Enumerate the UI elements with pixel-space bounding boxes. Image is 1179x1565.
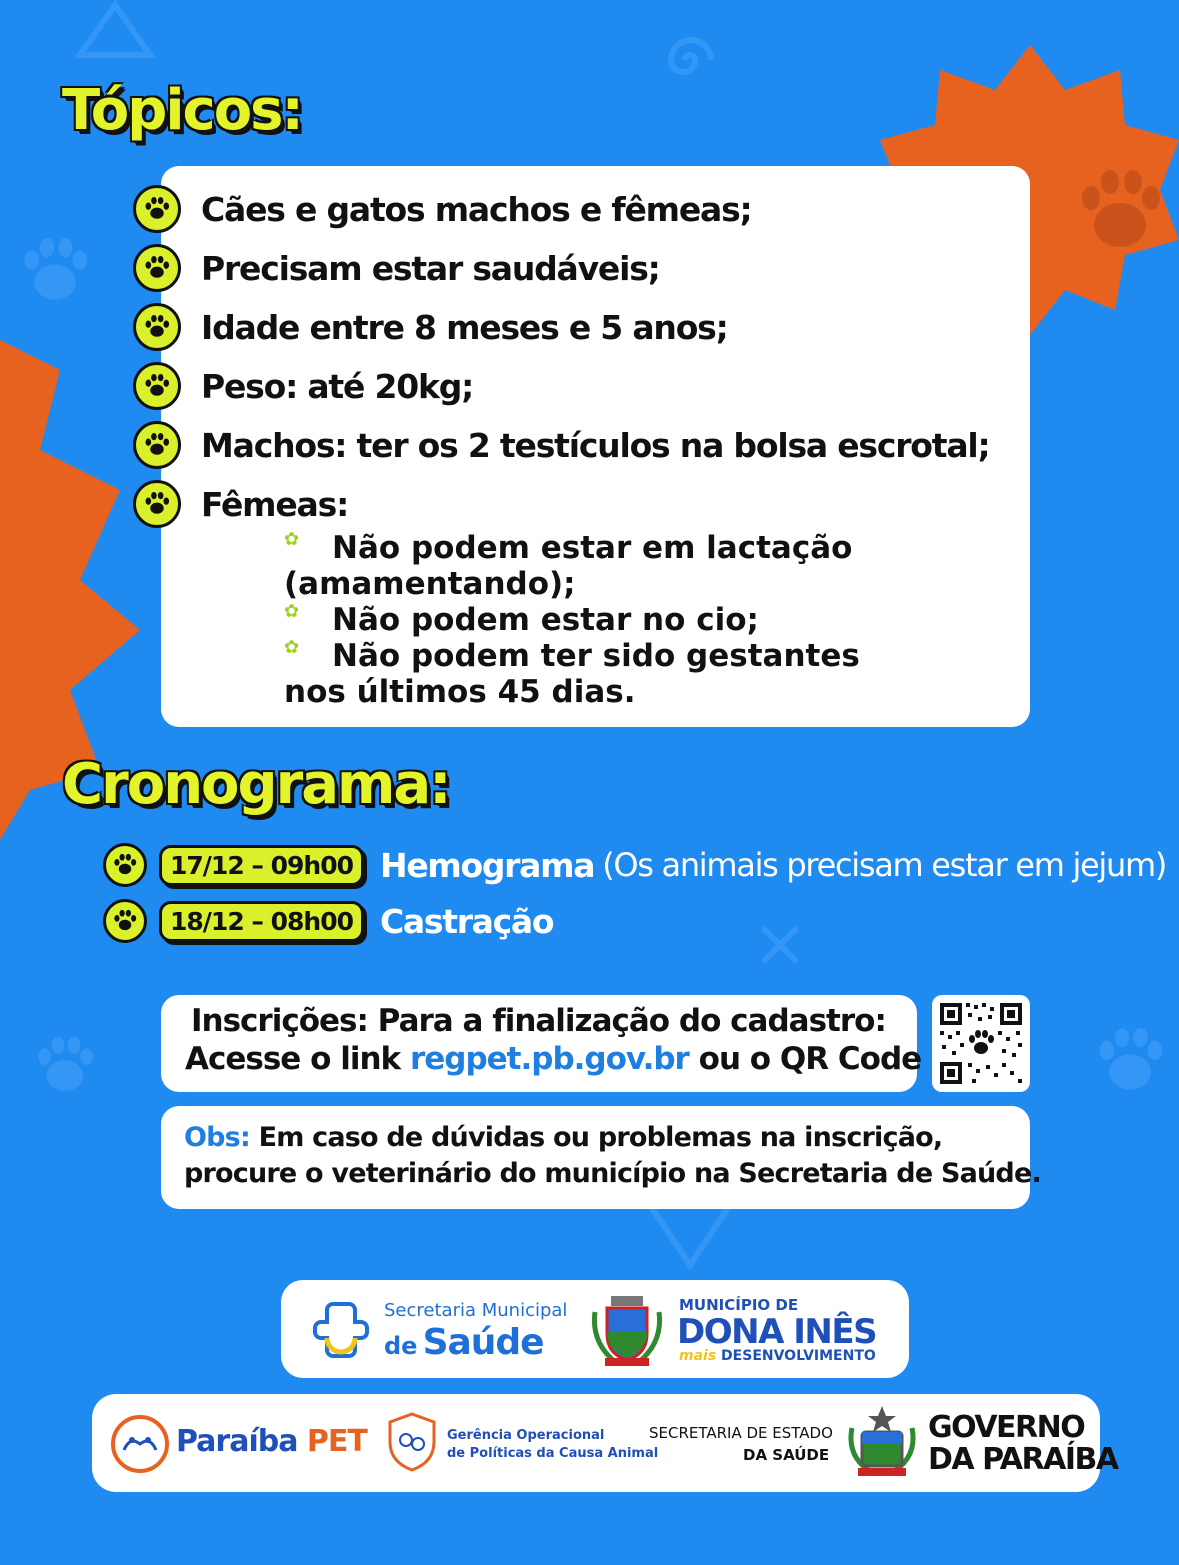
flower-bullet-icon: ✿ bbox=[284, 601, 300, 622]
secretaria-de: de bbox=[384, 1332, 418, 1360]
topic-item bbox=[133, 302, 728, 352]
obs-label: Obs: bbox=[184, 1122, 250, 1153]
schedule-item bbox=[103, 840, 1166, 890]
qr-code-icon bbox=[932, 995, 1030, 1092]
qr-code[interactable] bbox=[932, 995, 1030, 1092]
background-spiral-icon bbox=[650, 20, 730, 100]
topic-item bbox=[133, 420, 990, 470]
paraiba-coat-of-arms-icon bbox=[846, 1404, 918, 1480]
governo-line-1: GOVERNO bbox=[928, 1410, 1085, 1445]
obs-text: Em caso de dúvidas ou problemas na inscrição, bbox=[258, 1122, 943, 1153]
secretaria-small: Secretaria Municipal bbox=[384, 1300, 568, 1321]
background-triangle-icon bbox=[70, 0, 160, 60]
registration-line bbox=[185, 1041, 921, 1077]
schedule-date: 18/12 – 08h00 bbox=[159, 901, 364, 942]
background-triangle-icon bbox=[640, 1200, 740, 1270]
background-paw-icon bbox=[15, 230, 95, 310]
female-rule-item bbox=[284, 602, 1004, 638]
orange-paw-icon bbox=[1075, 160, 1165, 260]
municipal-logos-card bbox=[281, 1280, 909, 1378]
secretaria-estado-line-1: SECRETARIA DE ESTADO bbox=[649, 1424, 833, 1442]
gerencia-line-1: Gerência Operacional bbox=[447, 1428, 605, 1443]
female-rule-line: (amamentando); bbox=[284, 566, 576, 602]
topic-text: Idade entre 8 meses e 5 anos; bbox=[201, 307, 728, 347]
paw-icon bbox=[133, 244, 181, 292]
topic-item bbox=[133, 184, 752, 234]
governo-line-2: DA PARAÍBA bbox=[928, 1442, 1118, 1477]
health-cross-icon bbox=[309, 1298, 373, 1362]
background-paw-icon bbox=[30, 1030, 100, 1100]
female-rule-line: nos últimos 45 dias. bbox=[284, 674, 636, 710]
background-cross-icon bbox=[755, 920, 805, 970]
flower-bullet-icon: ✿ bbox=[284, 637, 300, 658]
secretaria-big: Saúde bbox=[422, 1322, 544, 1363]
background-paw-icon bbox=[1090, 1020, 1170, 1100]
schedule-label: Castração bbox=[380, 901, 554, 941]
paraiba-pet-1: Paraíba bbox=[176, 1424, 298, 1459]
registration-card bbox=[161, 995, 922, 1092]
registration-suffix: ou o QR Code bbox=[698, 1041, 922, 1077]
female-rule-line: Não podem ter sido gestantes bbox=[332, 638, 860, 674]
gerencia-line-2: de Políticas da Causa Animal bbox=[447, 1446, 659, 1461]
municipio-small: MUNICÍPIO DE bbox=[679, 1296, 799, 1314]
topic-item bbox=[133, 243, 660, 293]
animal-shield-icon bbox=[384, 1410, 440, 1474]
paw-icon bbox=[133, 303, 181, 351]
female-rule-item bbox=[284, 530, 1004, 602]
municipio-slogan bbox=[679, 1348, 876, 1364]
paraiba-pet-logo-icon bbox=[110, 1414, 170, 1474]
topics-heading: Tópicos: bbox=[62, 78, 302, 143]
topic-text: Precisam estar saudáveis; bbox=[201, 248, 660, 288]
paw-icon bbox=[103, 843, 147, 887]
obs-line: procure o veterinário do município na Secretaria de Saúde. bbox=[184, 1158, 1041, 1189]
paraiba-pet-wordmark bbox=[176, 1424, 367, 1459]
schedule-item bbox=[103, 896, 553, 946]
topic-text: Peso: até 20kg; bbox=[201, 366, 474, 406]
topic-text: Fêmeas: bbox=[201, 484, 349, 524]
female-rules-list bbox=[284, 530, 1004, 710]
registration-prefix: Acesse o link bbox=[185, 1041, 401, 1077]
female-rule-line: Não podem estar no cio; bbox=[332, 602, 759, 638]
paw-icon bbox=[133, 480, 181, 528]
obs-card bbox=[161, 1106, 1041, 1209]
municipio-tag: DESENVOLVIMENTO bbox=[721, 1348, 876, 1364]
paraiba-pet-2: PET bbox=[306, 1424, 367, 1459]
municipal-coat-of-arms-icon bbox=[591, 1292, 663, 1368]
state-logos-card bbox=[92, 1394, 1118, 1492]
secretaria-estado-line-2: DA SAÚDE bbox=[743, 1446, 830, 1464]
paw-icon bbox=[103, 899, 147, 943]
obs-line bbox=[184, 1122, 942, 1153]
topic-text: Machos: ter os 2 testículos na bolsa escrotal; bbox=[201, 425, 990, 465]
female-rule-item bbox=[284, 638, 1004, 710]
paw-icon bbox=[133, 185, 181, 233]
municipio-mais: mais bbox=[679, 1348, 717, 1364]
topic-text: Cães e gatos machos e fêmeas; bbox=[201, 189, 752, 229]
flower-bullet-icon: ✿ bbox=[284, 529, 300, 550]
topic-item bbox=[133, 479, 348, 529]
paw-icon bbox=[133, 421, 181, 469]
schedule-heading: Cronograma: bbox=[62, 752, 450, 817]
secretaria-name bbox=[384, 1322, 544, 1363]
paw-icon bbox=[133, 362, 181, 410]
topic-item bbox=[133, 361, 473, 411]
registration-line: Inscrições: Para a finalização do cadastro: bbox=[191, 1003, 886, 1039]
schedule-note: (Os animais precisam estar em jejum) bbox=[602, 846, 1167, 884]
schedule-date: 17/12 – 09h00 bbox=[159, 845, 364, 886]
registration-link[interactable]: regpet.pb.gov.br bbox=[409, 1041, 689, 1077]
schedule-label: Hemograma bbox=[380, 845, 595, 885]
municipio-name: DONA INÊS bbox=[677, 1312, 877, 1352]
female-rule-line: Não podem estar em lactação bbox=[332, 530, 853, 566]
